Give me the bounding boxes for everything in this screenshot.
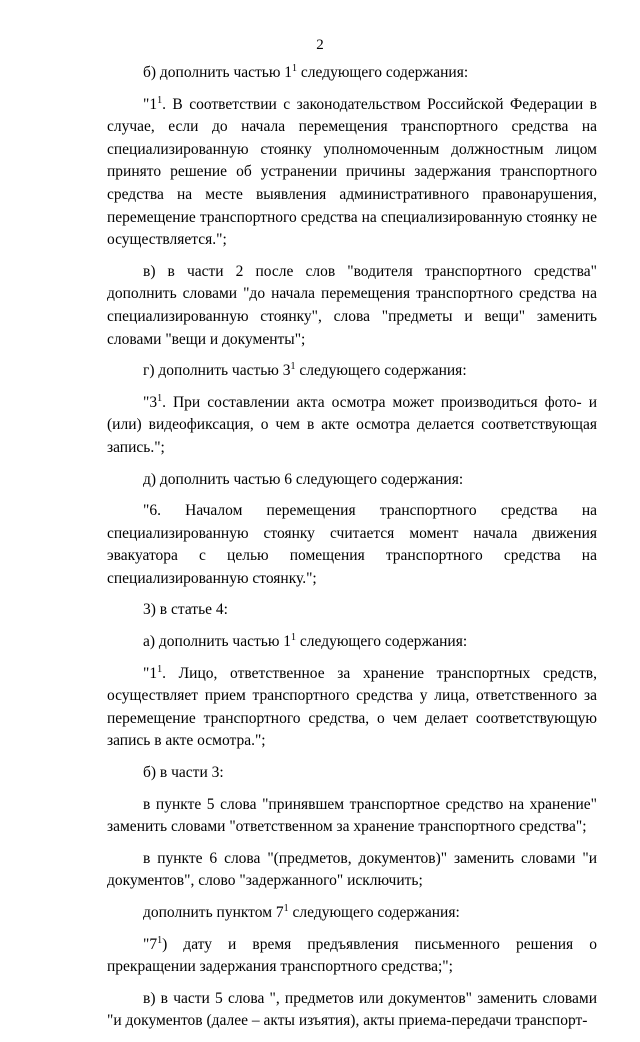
paragraph-text: в) в части 2 после слов "водителя транспортного средства" дополнить словами "до начала перемещения транспортного средства на специализированную стоянку", слова "предметы и вещи" заменить словами "вещи и документы";: [107, 262, 597, 348]
paragraph-text: "7: [143, 935, 158, 953]
superscript-index: 1: [157, 94, 163, 106]
paragraph-text: в пункте 5 слова "принявшем транспортное средство на хранение" заменить словами "ответственном за хранение транспортного средства";: [107, 795, 597, 836]
paragraph-text: следующего содержания:: [296, 633, 468, 651]
paragraph: [107, 794, 597, 839]
paragraph-text: . При составлении акта осмотра может производиться фото- и (или) видеофиксация, о чем в акте осмотра делается соответствующая запись.";: [107, 393, 597, 456]
paragraph-text: . Лицо, ответственное за хранение транспортных средств, осуществляет прием транспортного средства у лица, ответственного за перемещение транспортного средства, о чем делает соответствующую запись в акте осмотра.";: [107, 664, 597, 750]
paragraph: [107, 500, 597, 590]
superscript-index: 1: [292, 63, 298, 74]
paragraph: [107, 360, 597, 383]
paragraph: [107, 94, 597, 252]
paragraph-text: б) в части 3:: [143, 764, 224, 782]
paragraph: [107, 62, 597, 85]
paragraph-text: ) дату и время предъявления письменного решения о прекращении задержания транспортного средства;";: [107, 935, 597, 976]
paragraph-text: "3: [143, 393, 158, 411]
superscript-index: 1: [157, 934, 163, 946]
superscript-index: 1: [291, 632, 297, 644]
paragraph-text: "1: [143, 95, 158, 113]
paragraph: [107, 631, 597, 654]
paragraph: [107, 902, 597, 925]
paragraph-text: г) дополнить частью 3: [143, 362, 291, 380]
paragraph-text: б) дополнить частью 1: [143, 64, 293, 81]
paragraph-text: "1: [143, 664, 158, 682]
paragraph: [107, 663, 597, 753]
paragraph-text: следующего содержания:: [295, 362, 467, 380]
paragraph-text: 3) в статье 4:: [143, 601, 228, 619]
superscript-index: 1: [290, 361, 296, 373]
paragraph: [107, 848, 597, 893]
paragraph-text: в пункте 6 слова "(предметов, документов)" заменить словами "и документов", слово "задержанного" исключить;: [107, 849, 597, 890]
paragraph-text: в) в части 5 слова ", предметов или документов" заменить словами "и документов (далее – акты изъятия), акты приема-передачи транспорт-: [107, 989, 597, 1030]
paragraph-text: дополнить пунктом 7: [143, 904, 284, 921]
page-number: 2: [316, 37, 324, 53]
superscript-index: 1: [283, 903, 289, 914]
paragraph-text: следующего содержания:: [288, 904, 460, 921]
superscript-index: 1: [157, 663, 163, 675]
paragraph: [107, 469, 597, 492]
paragraph: [107, 934, 597, 979]
paragraph: [107, 988, 597, 1033]
paragraph-text: следующего содержания:: [297, 64, 469, 81]
paragraph: [107, 392, 597, 460]
paragraph-text: д) дополнить частью 6 следующего содержания:: [143, 470, 464, 488]
document-body: [107, 62, 597, 1042]
paragraph: [107, 599, 597, 622]
superscript-index: 1: [157, 392, 163, 404]
paragraph: [107, 762, 597, 785]
paragraph-text: . В соответствии с законодательством Российской Федерации в случае, если до начала перемещения транспортного средства на специализированную стоянку уполномоченным должностным лицом принято решение об устранении причины задержания транспортного средства на месте выявления административного правонарушения, перемещение транспортного средства на специализированную стоянку не осуществляется.";: [107, 95, 597, 249]
paragraph: [107, 261, 597, 351]
paragraph-text: а) дополнить частью 1: [143, 633, 292, 651]
paragraph-text: "6. Началом перемещения транспортного средства на специализированную стоянку считается момент начала движения эвакуатора с целью помещения транспортного средства на специализированную стоянку.";: [107, 502, 597, 587]
